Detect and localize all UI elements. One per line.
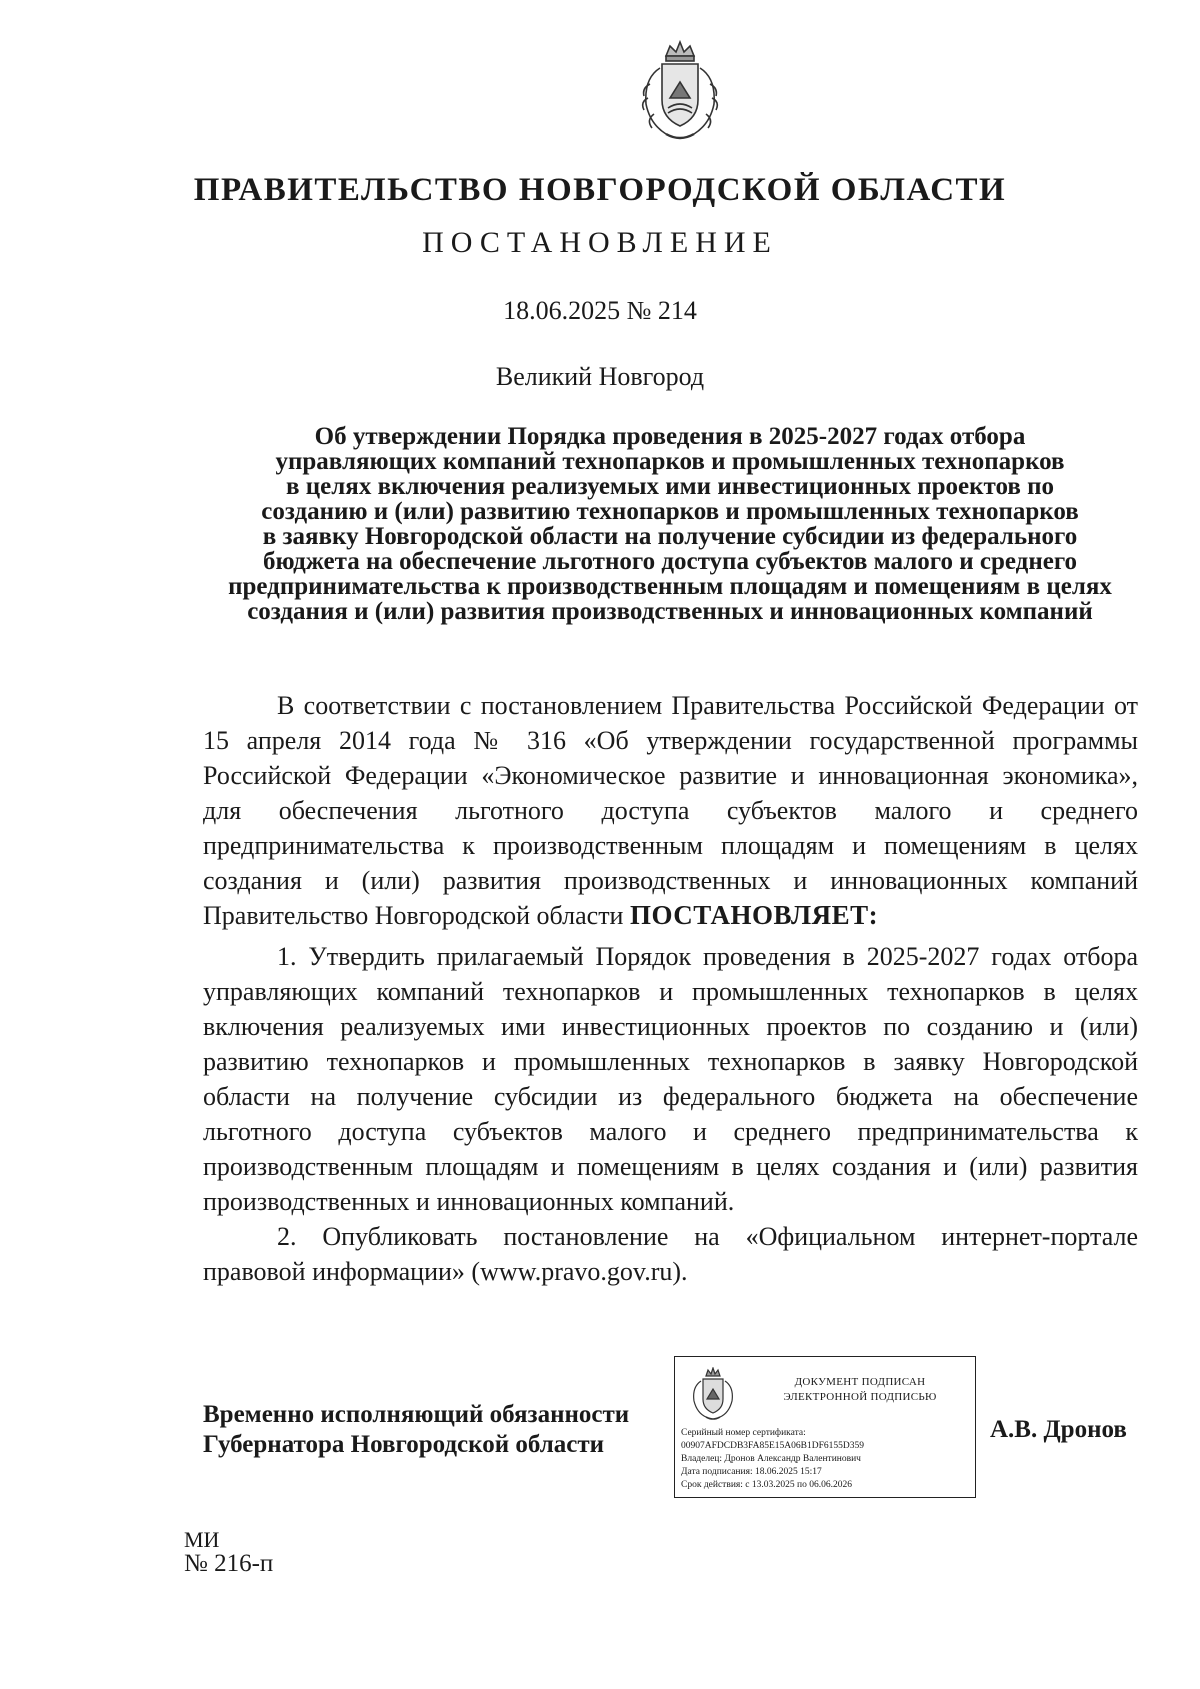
heading-line: созданию и (или) развитию технопарков и промышленных технопарков <box>261 498 1079 525</box>
stamp-caption-line: ЭЛЕКТРОННОЙ ПОДПИСЬЮ <box>783 1391 937 1403</box>
signer-position-line: Временно исполняющий обязанности <box>203 1401 630 1428</box>
signer-name: А.В. Дронов <box>990 1416 1127 1443</box>
document-type: ПОСТАНОВЛЕНИЕ <box>422 226 778 259</box>
stamp-caption <box>755 1375 965 1405</box>
heading-line: управляющих компаний технопарков и промышленных технопарков <box>275 448 1065 475</box>
electronic-signature-stamp <box>674 1356 976 1498</box>
decree-word: ПОСТАНОВЛЯЕТ: <box>629 900 879 930</box>
coat-of-arms-emblem <box>636 38 724 146</box>
document-body <box>203 688 1138 1289</box>
footer-initials: МИ <box>184 1527 220 1552</box>
stamp-details <box>681 1427 973 1492</box>
preamble-paragraph <box>203 688 1138 933</box>
document-city: Великий Новгород <box>495 362 705 391</box>
stamp-signed-date: Дата подписания: 18.06.2025 15:17 <box>681 1467 822 1477</box>
heading-line: бюджета на обеспечение льготного доступа субъектов малого и среднего <box>262 548 1078 575</box>
signer-position-line: Губернатора Новгородской области <box>203 1431 605 1458</box>
heading-line: в целях включения реализуемых ими инвестиционных проектов по <box>286 473 1054 500</box>
item-1-paragraph: 1. Утвердить прилагаемый Порядок проведения в 2025-2027 годах отбора управляющих компаний технопарков и промышленных технопарков в целях включения реализуемых ими инвестиционных проектов по созданию и (или) развитию технопарков и промышленных технопарков в заявку Новгородской области на получение субсидии из федерального бюджета на обеспечение льготного доступа субъектов малого и среднего предпринимательства к производственным площадям и помещениям в целях создания и (или) развития производственных и инновационных компаний. <box>203 942 1138 1216</box>
heading-line: в заявку Новгородской области на получение субсидии из федерального <box>262 523 1078 550</box>
footer-number: № 216-п <box>184 1550 274 1577</box>
signer-position <box>203 1400 629 1460</box>
stamp-validity: Срок действия: с 13.03.2025 по 06.06.2026 <box>681 1480 852 1490</box>
document-date-number: 18.06.2025 № 214 <box>503 296 697 325</box>
stamp-emblem-icon <box>689 1367 737 1421</box>
heading-line: создания и (или) развития производственных и инновационных компаний <box>247 598 1093 625</box>
document-heading <box>200 424 1140 624</box>
government-title: ПРАВИТЕЛЬСТВО НОВГОРОДСКОЙ ОБЛАСТИ <box>193 172 1007 208</box>
preamble-text: В соответствии с постановлением Правительства Российской Федерации от 15 апреля 2014 года № 316 «Об утверждении государственной программы Российской Федерации «Экономическое развитие и инновационная экономика», для обеспечения льготного доступа субъектов малого и среднего предпринимательства к производственным площадям и помещениям в целях создания и (или) развития производственных и инновационных компаний Правительство Новгородской области <box>203 691 1138 930</box>
stamp-cert-number: 00907AFDCDB3FA85E15A06B1DF6155D359 <box>681 1441 864 1451</box>
item-2-paragraph: 2. Опубликовать постановление на «Официальном интернет-портале правовой информации» (www.pravo.gov.ru). <box>203 1222 1138 1286</box>
document-footer <box>184 1528 273 1576</box>
stamp-owner: Владелец: Дронов Александр Валентинович <box>681 1454 861 1464</box>
heading-line: Об утверждении Порядка проведения в 2025-2027 годах отбора <box>314 423 1026 450</box>
stamp-cert-label: Серийный номер сертификата: <box>681 1428 806 1438</box>
heading-line: предпринимательства к производственным площадям и помещениям в целях <box>228 573 1112 600</box>
stamp-caption-line: ДОКУМЕНТ ПОДПИСАН <box>794 1376 926 1388</box>
